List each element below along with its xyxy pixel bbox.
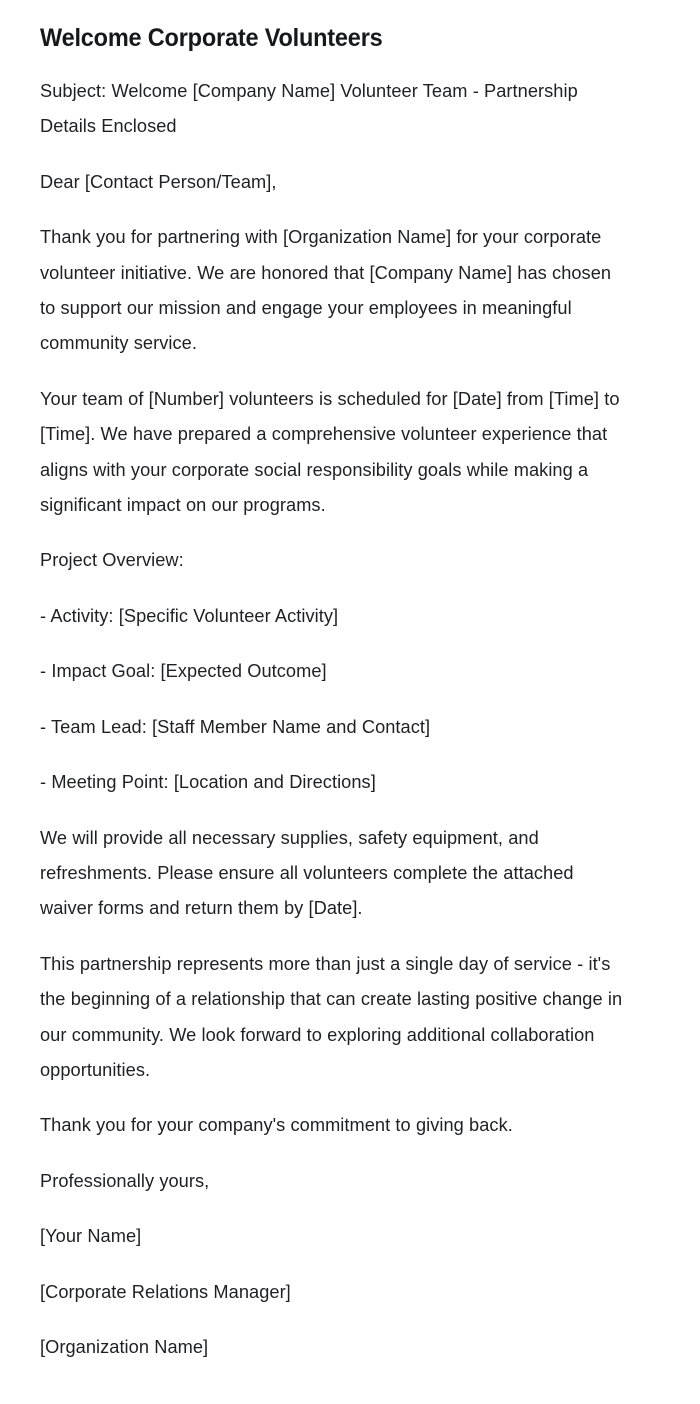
paragraph-sign-off: Professionally yours, xyxy=(40,1169,210,1191)
paragraph-schedule: Your team of [Number] volunteers is scheduled for [Date] from [Time] to [Time]. We have prepared a comprehensive volunteer experience that aligns with your corporate social responsibility goals while making a significant impact on our programs. xyxy=(40,387,620,516)
paragraph-project-overview-heading: Project Overview: xyxy=(40,549,184,571)
list-item-impact-goal: - Impact Goal: [Expected Outcome] xyxy=(40,660,327,682)
list-item-meeting-point: - Meeting Point: [Location and Directions] xyxy=(40,771,376,793)
paragraph-partnership: This partnership represents more than just a single day of service - it's the beginning of a relationship that can create lasting positive change in our community. We look forward to exploring additional collaboration opportunities. xyxy=(40,952,623,1080)
list-item-activity: - Activity: [Specific Volunteer Activity] xyxy=(40,604,339,626)
letter-body xyxy=(40,73,640,1364)
signature-organization: [Organization Name] xyxy=(40,1335,209,1357)
paragraph-thank-you: Thank you for partnering with [Organization Name] for your corporate volunteer initiative. We are honored that [Company Name] has chosen to support our mission and engage your employees in meaningful community service. xyxy=(40,226,612,354)
list-item-team-lead: - Team Lead: [Staff Member Name and Contact] xyxy=(40,715,431,737)
signature-role: [Corporate Relations Manager] xyxy=(40,1280,291,1302)
page-title: Welcome Corporate Volunteers xyxy=(40,24,383,52)
paragraph-salutation: Dear [Contact Person/Team], xyxy=(40,170,277,192)
signature-name: [Your Name] xyxy=(40,1225,142,1247)
paragraph-subject-line: Subject: Welcome [Company Name] Volunteer Team - Partnership Details Enclosed xyxy=(40,80,578,137)
paragraph-supplies: We will provide all necessary supplies, safety equipment, and refreshments. Please ensure all volunteers complete the attached waiver forms and return them by [Date]. xyxy=(40,826,574,919)
paragraph-closing-thanks: Thank you for your company's commitment to giving back. xyxy=(40,1114,513,1136)
